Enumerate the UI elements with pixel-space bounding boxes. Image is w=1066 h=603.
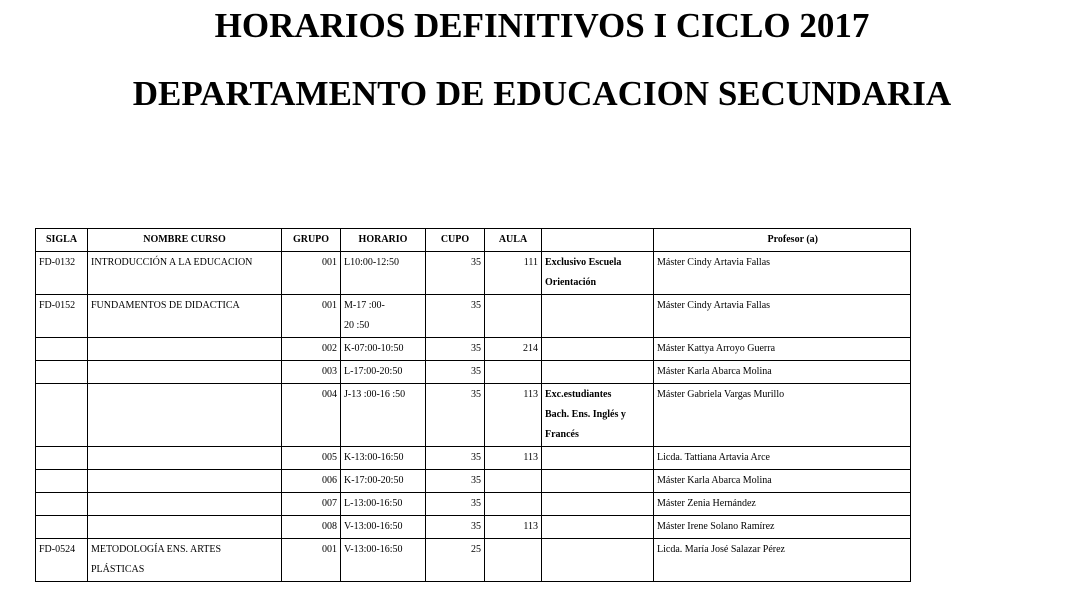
cell-cupo	[426, 252, 485, 295]
col-header-profesor: Profesor (a)	[654, 229, 911, 252]
cell-horario	[341, 447, 426, 470]
cell-profesor-text: Máster Irene Solano Ramírez	[657, 521, 775, 532]
table-row	[36, 447, 911, 470]
cell-horario	[341, 252, 426, 295]
table-row	[36, 361, 911, 384]
cell-aula	[485, 470, 542, 493]
cell-cupo	[426, 447, 485, 470]
cell-sigla-text: FD-0524	[39, 544, 76, 555]
cell-grupo-text: 001	[322, 300, 337, 311]
cell-grupo	[282, 338, 341, 361]
cell-horario-text: K-07:00-10:50	[344, 343, 404, 354]
cell-cupo-text: 35	[471, 257, 481, 268]
cell-cupo	[426, 384, 485, 447]
cell-profesor	[654, 361, 911, 384]
cell-nombre-curso	[88, 384, 282, 447]
cell-profesor-text: Máster Zenia Hernández	[657, 498, 756, 509]
cell-cupo	[426, 516, 485, 539]
cell-grupo	[282, 295, 341, 338]
cell-sigla	[36, 338, 88, 361]
col-header-horario: HORARIO	[341, 229, 426, 252]
col-header-grupo: GRUPO	[282, 229, 341, 252]
cell-grupo-text: 006	[322, 475, 337, 486]
cell-cupo	[426, 361, 485, 384]
cell-aula	[485, 516, 542, 539]
cell-nota	[542, 361, 654, 384]
cell-horario-text: K-17:00-20:50	[344, 475, 404, 486]
cell-nombre-curso	[88, 361, 282, 384]
cell-horario-text: L10:00-12:50	[344, 257, 399, 268]
cell-aula	[485, 295, 542, 338]
cell-cupo-text: 35	[471, 475, 481, 486]
cell-aula	[485, 539, 542, 582]
cell-grupo	[282, 361, 341, 384]
cell-horario-text: V-13:00-16:50	[344, 521, 403, 532]
cell-horario	[341, 516, 426, 539]
table-row	[36, 295, 911, 338]
cell-horario	[341, 361, 426, 384]
table-row	[36, 493, 911, 516]
cell-grupo	[282, 516, 341, 539]
cell-cupo	[426, 539, 485, 582]
cell-nota	[542, 295, 654, 338]
cell-sigla-text: FD-0152	[39, 300, 76, 311]
cell-horario	[341, 493, 426, 516]
cell-aula-text: 113	[523, 452, 538, 463]
col-header-cupo: CUPO	[426, 229, 485, 252]
cell-sigla	[36, 252, 88, 295]
cell-grupo	[282, 539, 341, 582]
cell-cupo-text: 35	[471, 366, 481, 377]
cell-sigla	[36, 516, 88, 539]
cell-grupo	[282, 252, 341, 295]
table-row	[36, 338, 911, 361]
cell-nombre-curso-text: METODOLOGÍA ENS. ARTES PLÁSTICAS	[91, 544, 222, 575]
cell-nota	[542, 516, 654, 539]
table-row	[36, 470, 911, 493]
cell-aula	[485, 252, 542, 295]
cell-profesor-text: Licda. María José Salazar Pérez	[657, 544, 785, 555]
cell-profesor	[654, 516, 911, 539]
cell-horario	[341, 470, 426, 493]
cell-horario	[341, 295, 426, 338]
cell-sigla	[36, 361, 88, 384]
cell-profesor-text: Máster Gabriela Vargas Murillo	[657, 389, 785, 400]
cell-nombre-curso	[88, 252, 282, 295]
cell-cupo-text: 35	[471, 389, 481, 400]
cell-profesor	[654, 539, 911, 582]
cell-nota	[542, 470, 654, 493]
cell-grupo-text: 001	[322, 257, 337, 268]
cell-profesor	[654, 384, 911, 447]
cell-cupo	[426, 470, 485, 493]
cell-profesor-text: Máster Cindy Artavia Fallas	[657, 300, 771, 311]
cell-grupo-text: 008	[322, 521, 337, 532]
cell-nombre-curso	[88, 295, 282, 338]
cell-grupo	[282, 384, 341, 447]
cell-horario-text: J-13 :00-16 :50	[344, 389, 406, 400]
page-title: HORARIOS DEFINITIVOS I CICLO 2017	[214, 6, 870, 45]
cell-profesor	[654, 493, 911, 516]
cell-cupo-text: 35	[471, 521, 481, 532]
cell-aula	[485, 493, 542, 516]
cell-cupo	[426, 338, 485, 361]
cell-sigla	[36, 295, 88, 338]
schedule-table	[35, 228, 911, 582]
cell-nombre-curso	[88, 470, 282, 493]
cell-cupo-text: 25	[471, 544, 481, 555]
cell-nota	[542, 252, 654, 295]
cell-cupo	[426, 493, 485, 516]
cell-cupo-text: 35	[471, 498, 481, 509]
cell-sigla-text: FD-0132	[39, 257, 76, 268]
cell-aula-text: 111	[523, 257, 538, 268]
cell-aula-text: 113	[523, 521, 538, 532]
cell-aula	[485, 338, 542, 361]
cell-sigla	[36, 493, 88, 516]
col-header-nota	[542, 229, 654, 252]
cell-aula-text: 113	[523, 389, 538, 400]
header-row	[36, 229, 911, 252]
cell-cupo-text: 35	[471, 343, 481, 354]
cell-nota-text: Exclusivo Escuela Orientación	[545, 257, 622, 288]
cell-nombre-curso	[88, 516, 282, 539]
table-row	[36, 539, 911, 582]
cell-cupo	[426, 295, 485, 338]
cell-profesor-text: Máster Cindy Artavia Fallas	[657, 257, 771, 268]
cell-cupo-text: 35	[471, 452, 481, 463]
cell-grupo	[282, 447, 341, 470]
cell-aula-text: 214	[523, 343, 538, 354]
cell-aula	[485, 361, 542, 384]
table-row	[36, 516, 911, 539]
cell-aula	[485, 447, 542, 470]
cell-profesor-text: Máster Karla Abarca Molina	[657, 366, 772, 377]
cell-horario-text: L-13:00-16:50	[344, 498, 403, 509]
cell-grupo	[282, 470, 341, 493]
col-header-nombre-curso: NOMBRE CURSO	[88, 229, 282, 252]
cell-horario-text: M-17 :00- 20 :50	[344, 300, 385, 331]
cell-profesor-text: Licda. Tattiana Artavia Arce	[657, 452, 770, 463]
cell-sigla	[36, 384, 88, 447]
table-row	[36, 252, 911, 295]
cell-grupo-text: 004	[322, 389, 337, 400]
col-header-aula: AULA	[485, 229, 542, 252]
cell-horario	[341, 384, 426, 447]
cell-profesor	[654, 338, 911, 361]
cell-profesor	[654, 470, 911, 493]
cell-nombre-curso	[88, 338, 282, 361]
col-header-sigla: SIGLA	[36, 229, 88, 252]
cell-grupo-text: 001	[322, 544, 337, 555]
table-row	[36, 384, 911, 447]
cell-grupo-text: 002	[322, 343, 337, 354]
cell-sigla	[36, 470, 88, 493]
cell-profesor-text: Máster Karla Abarca Molina	[657, 475, 772, 486]
cell-cupo-text: 35	[471, 300, 481, 311]
cell-profesor-text: Máster Kattya Arroyo Guerra	[657, 343, 776, 354]
cell-sigla	[36, 447, 88, 470]
cell-nota-text: Exc.estudiantes Bach. Ens. Inglés y Francés	[545, 389, 626, 440]
cell-nota	[542, 384, 654, 447]
cell-sigla	[36, 539, 88, 582]
cell-nota	[542, 338, 654, 361]
cell-nombre-curso-text: INTRODUCCIÓN A LA EDUCACION	[91, 257, 253, 268]
page-subtitle: DEPARTAMENTO DE EDUCACION SECUNDARIA	[132, 74, 952, 113]
cell-profesor	[654, 252, 911, 295]
cell-profesor	[654, 295, 911, 338]
cell-horario-text: K-13:00-16:50	[344, 452, 404, 463]
cell-profesor	[654, 447, 911, 470]
cell-nombre-curso	[88, 539, 282, 582]
cell-horario-text: V-13:00-16:50	[344, 544, 403, 555]
cell-nombre-curso	[88, 447, 282, 470]
cell-grupo	[282, 493, 341, 516]
cell-grupo-text: 003	[322, 366, 337, 377]
cell-horario	[341, 539, 426, 582]
cell-grupo-text: 005	[322, 452, 337, 463]
cell-nota	[542, 493, 654, 516]
cell-horario	[341, 338, 426, 361]
cell-nombre-curso	[88, 493, 282, 516]
cell-grupo-text: 007	[322, 498, 337, 509]
cell-nombre-curso-text: FUNDAMENTOS DE DIDACTICA	[91, 300, 240, 311]
cell-nota	[542, 447, 654, 470]
cell-nota	[542, 539, 654, 582]
cell-aula	[485, 384, 542, 447]
cell-horario-text: L-17:00-20:50	[344, 366, 403, 377]
